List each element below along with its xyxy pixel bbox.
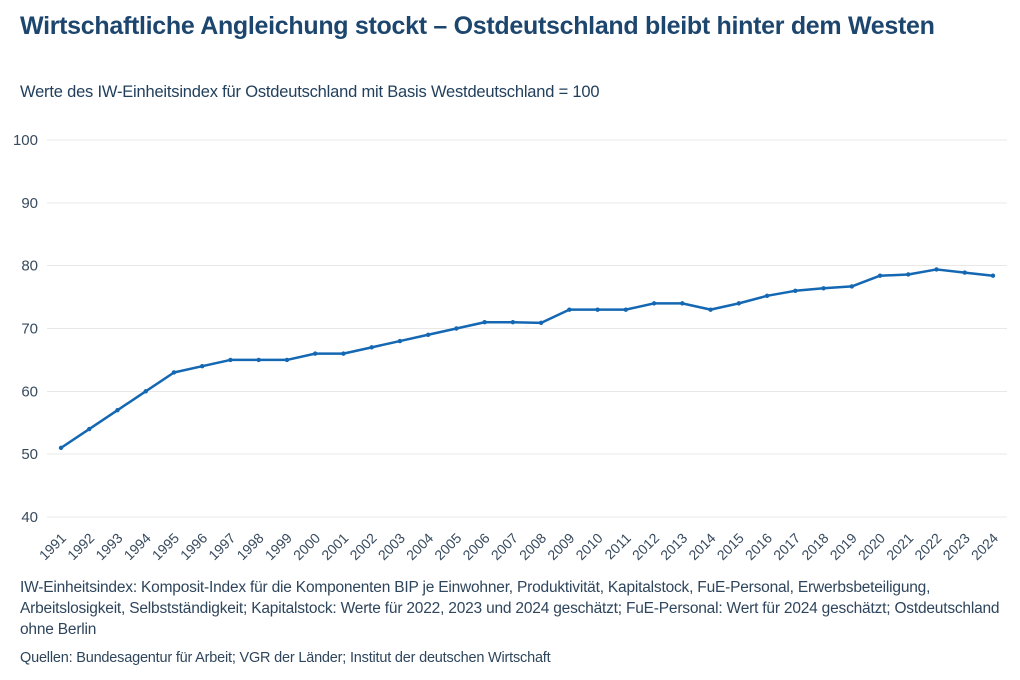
y-axis-tick-label: 70 (21, 320, 38, 338)
data-point (821, 286, 825, 290)
x-axis-tick-label: 2011 (601, 529, 634, 563)
data-point (285, 358, 289, 362)
x-axis-tick-label: 2001 (318, 529, 352, 564)
chart-subtitle: Werte des IW-Einheitsindex für Ostdeutschland mit Basis Westdeutschland = 100 (20, 83, 600, 101)
x-axis-tick-label: 2023 (939, 529, 973, 564)
x-axis-tick-label: 2009 (544, 529, 578, 564)
data-point (426, 333, 430, 337)
data-point (313, 351, 317, 355)
x-axis-tick-label: 1993 (92, 529, 126, 564)
data-point (398, 339, 402, 343)
x-axis-tick-label: 1996 (176, 529, 211, 564)
x-axis-tick-label: 2003 (374, 529, 409, 564)
x-axis-tick-label: 2019 (826, 529, 860, 564)
x-axis-tick-label: 2014 (685, 529, 719, 564)
series-line (61, 269, 993, 447)
data-point (906, 272, 910, 276)
x-axis-tick-labels (36, 530, 1001, 563)
y-axis-tick-label: 90 (21, 194, 38, 212)
chart-footnote: IW-Einheitsindex: Komposit-Index für die Komponenten BIP je Einwohner, Produktivität, Kapitalstock, FuE-Personal, Erwerbsbeteiligung, Arbeitslosigkeit, Selbstständigkeit; Kapitalstock: Werte für 2022, 2023 und 2024 geschätzt; FuE-Personal: Wert für 2024 geschätzt; Ostdeutschland ohne Berlin (20, 579, 1000, 638)
data-point (850, 284, 854, 288)
data-point (341, 351, 345, 355)
data-point (87, 427, 91, 431)
x-axis-tick-label: 2010 (572, 529, 606, 564)
data-point (172, 370, 176, 374)
data-point (595, 307, 599, 311)
data-point (228, 358, 232, 362)
y-axis-tick-label: 100 (12, 132, 38, 149)
chart-title: Wirtschaftliche Angleichung stockt – Ostdeutschland bleibt hinter dem Westen (20, 12, 935, 40)
data-point (991, 274, 995, 278)
x-axis-tick-label: 2008 (515, 529, 550, 564)
y-axis-tick-label: 40 (21, 508, 38, 526)
x-axis-tick-label: 2021 (883, 529, 917, 564)
x-axis-tick-label: 1992 (64, 529, 98, 564)
data-point (963, 270, 967, 274)
grid-lines (47, 140, 1007, 517)
x-axis-tick-label: 2007 (487, 529, 521, 564)
x-axis-tick-label: 1991 (35, 529, 70, 564)
x-axis-tick-label: 1995 (148, 529, 183, 564)
y-axis-tick-label: 60 (21, 383, 38, 401)
x-axis-tick-label: 2012 (628, 529, 663, 564)
data-point (200, 364, 204, 368)
x-axis-tick-label: 1997 (205, 529, 239, 564)
x-axis-tick-label: 2016 (741, 529, 776, 564)
data-point (511, 320, 515, 324)
x-axis-tick-label: 2015 (713, 529, 747, 564)
x-axis-tick-label: 2013 (657, 529, 691, 564)
x-axis-tick-label: 2020 (854, 529, 889, 564)
x-axis-tick-label: 2018 (798, 529, 832, 564)
data-point (737, 301, 741, 305)
y-axis-tick-labels (13, 132, 38, 526)
x-axis-tick-label: 2002 (346, 529, 380, 564)
y-axis-tick-label: 80 (21, 257, 38, 275)
data-point (59, 446, 63, 450)
data-point (652, 301, 656, 305)
data-point (708, 307, 712, 311)
data-point (256, 358, 260, 362)
x-axis-tick-label: 2022 (911, 529, 945, 564)
y-axis-tick-label: 50 (21, 446, 38, 464)
data-point (765, 294, 769, 298)
x-axis-tick-label: 2000 (289, 529, 324, 564)
data-point (482, 320, 486, 324)
chart-sources: Quellen: Bundesagentur für Arbeit; VGR der Länder; Institut der deutschen Wirtschaft (20, 650, 551, 666)
x-axis-tick-label: 2005 (431, 529, 465, 564)
data-point (624, 307, 628, 311)
x-axis-tick-label: 2024 (967, 529, 1002, 564)
data-point (793, 289, 797, 293)
data-point (454, 326, 458, 330)
x-axis-tick-label: 2006 (459, 529, 493, 564)
x-axis-tick-label: 1994 (120, 529, 154, 564)
data-point (878, 274, 882, 278)
x-axis-tick-label: 1999 (261, 529, 296, 564)
data-point (680, 301, 684, 305)
x-axis-tick-label: 2017 (770, 529, 804, 564)
data-point-markers (59, 267, 995, 450)
data-point (115, 408, 119, 412)
data-point (144, 389, 148, 393)
data-point (934, 267, 938, 271)
data-point (369, 345, 373, 349)
x-axis-tick-label: 2004 (402, 529, 437, 564)
data-point (567, 307, 571, 311)
x-axis-tick-label: 1998 (233, 529, 267, 564)
line-chart (0, 112, 1020, 572)
data-point (539, 321, 543, 325)
